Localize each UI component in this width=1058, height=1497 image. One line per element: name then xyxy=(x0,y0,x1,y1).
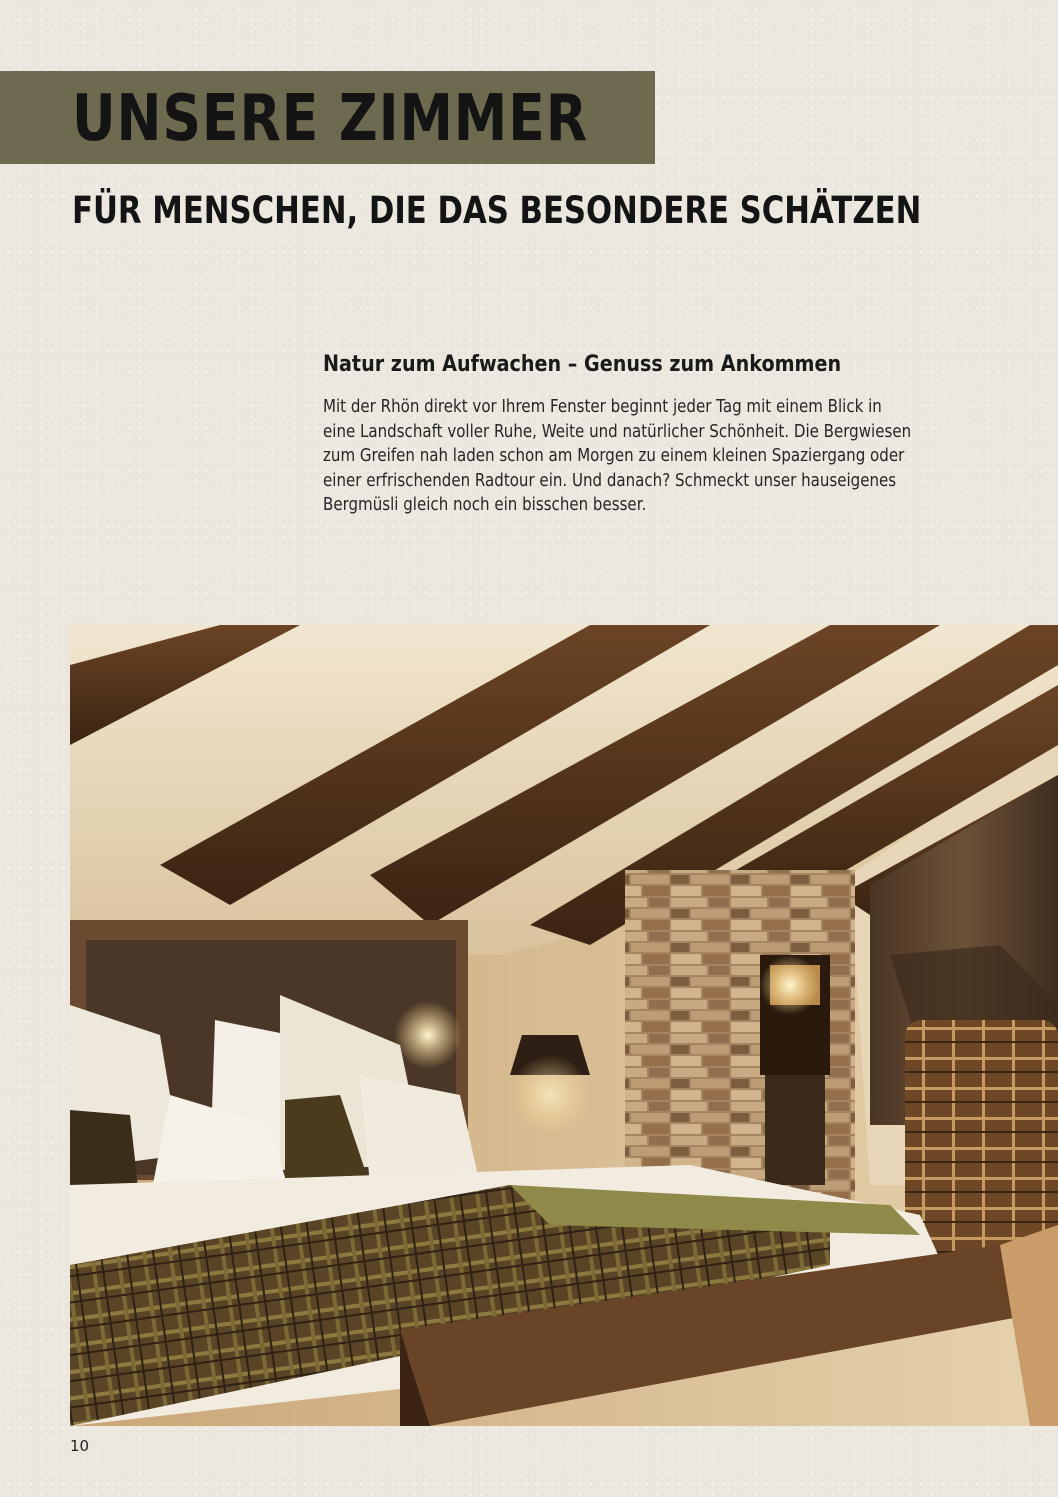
body-line: Bergmüsli gleich noch ein bisschen besser. xyxy=(323,495,647,515)
body-line: eine Landschaft voller Ruhe, Weite und natürlicher Schönheit. Die Bergwiesen xyxy=(323,421,912,442)
section-body xyxy=(323,395,977,518)
body-line: einer erfrischenden Radtour ein. Und danach? Schmeckt unser hauseigenes xyxy=(323,470,897,491)
bedroom-illustration xyxy=(70,625,1058,1426)
page-title: UNSERE ZIMMER xyxy=(72,82,588,156)
body-line: Mit der Rhön direkt vor Ihrem Fenster beginnt jeder Tag mit einem Blick in xyxy=(323,397,882,417)
page-number: 10 xyxy=(70,1437,90,1455)
page-subtitle: FÜR MENSCHEN, DIE DAS BESONDERE SCHÄTZEN xyxy=(72,189,922,232)
body-line: zum Greifen nah laden schon am Morgen zu einem kleinen Spaziergang oder xyxy=(323,446,905,466)
section-heading: Natur zum Aufwachen – Genuss zum Ankommen xyxy=(323,352,842,377)
hotel-bedroom-photo xyxy=(70,625,1058,1426)
